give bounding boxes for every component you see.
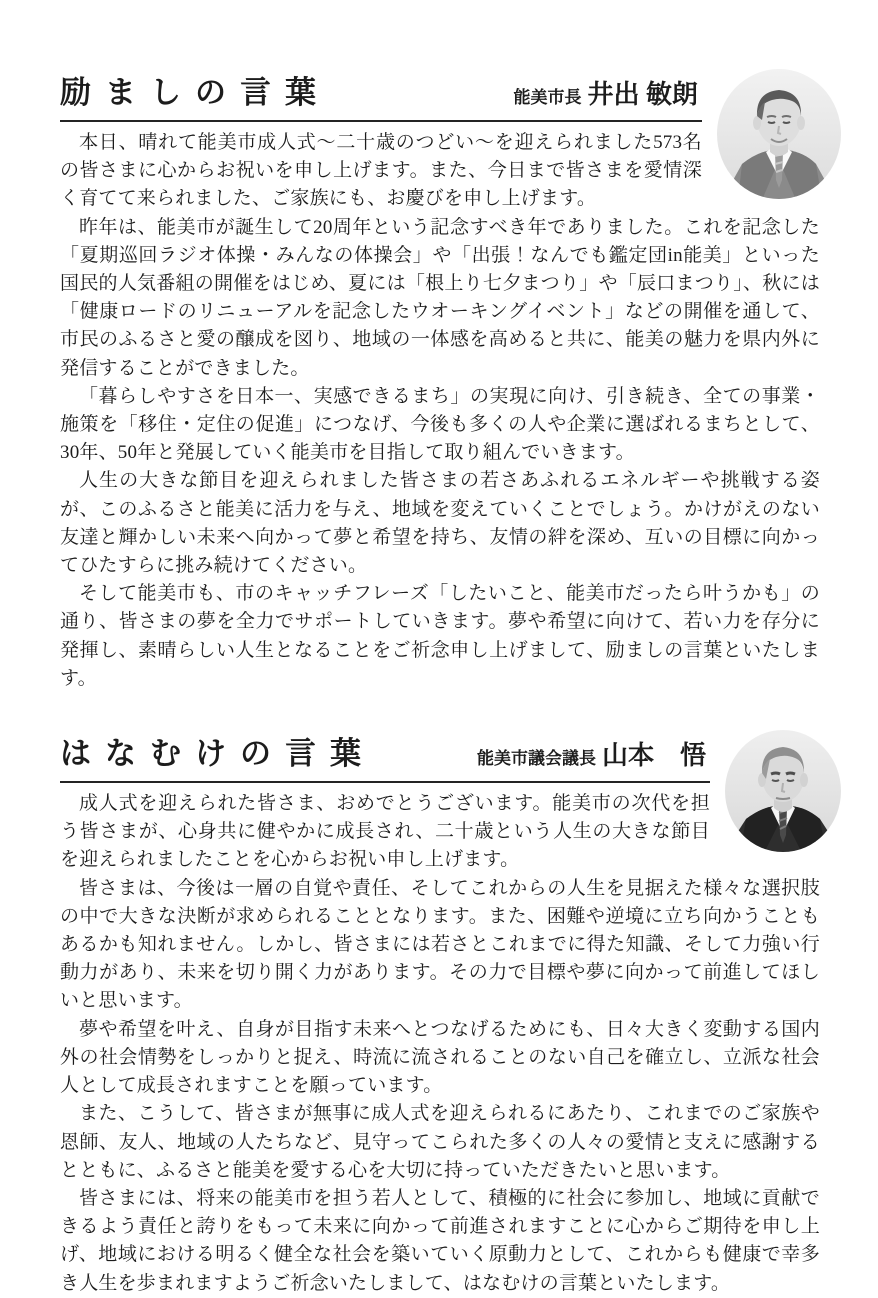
paragraph: 夢や希望を叶え、自身が目指す未来へとつなげるためにも、日々大きく変動する国内外の社会情勢をしっかりと捉え、時流に流されることのない自己を確立し、立派な社会人として成長されますことを願っています。 xyxy=(60,1018,820,1097)
author-signature xyxy=(477,735,710,772)
paragraph: 皆さまには、将来の能美市を担う若人として、積極的に社会に参加し、地域に貢献できるよう責任と誇りをもって未来に向かって前進されますことに心からご期待を申し上げ、地域における明るく健全な社会を築いていく原動力として、これからも健康で幸多き人生を歩まれますようご祈念いたしまして、はなむけの言葉といたします。 xyxy=(60,1187,820,1294)
section-header xyxy=(60,735,710,783)
paragraph: 人生の大きな節目を迎えられました皆さまの若さあふれるエネルギーや挑戦する姿が、このふるさと能美に活力を与え、地域を変えていくことでしょう。かけがえのない友達と輝かしい未来へ向かって夢と希望を持ち、友情の絆を深め、互いの目標に向かってひたすらに挑み続けてください。 xyxy=(60,470,820,577)
section-body xyxy=(60,790,820,1298)
author-role: 能美市議会議長 xyxy=(476,749,596,769)
chairman-portrait-photo xyxy=(720,729,846,853)
author-role: 能美市長 xyxy=(513,88,582,107)
chairman-photo-image xyxy=(720,729,846,853)
paragraph: 皆さまは、今後は一層の自覚や責任、そしてこれからの人生を見据えた様々な選択肢の中で大きな決断が求められることとなります。また、困難や逆境に立ち向かうこともあるかも知れません。しかし、皆さまには若さとこれまでに得た知識、そして力強い行動力があり、未来を切り開く力があります。その力で目標や夢に向かって前進してほしいと思います。 xyxy=(60,877,820,1012)
section-body xyxy=(60,129,820,693)
section-title: はなむけの言葉 xyxy=(60,736,375,772)
section-header xyxy=(60,74,702,122)
section-title: 励ましの言葉 xyxy=(60,75,330,111)
paragraph: 成人式を迎えられた皆さま、おめでとうございます。能美市の次代を担う皆さまが、心身共に健やかに成長され、二十歳という人生の大きな節目を迎えられましたことを心からお祝い申し上げます。 xyxy=(60,793,710,871)
paragraph: 昨年は、能美市が誕生して20周年という記念すべき年でありました。これを記念した「夏期巡回ラジオ体操・みんなの体操会」や「出張！なんでも鑑定団in能美」といった国民的人気番組の開催をはじめ、夏には「根上り七夕まつり」や「辰口まつり」、秋には「健康ロードのリニューアルを記念したウオーキングイベント」などの開催を通して、市民のふるさと愛の醸成を図り、地域の一体感を高めると共に、能美の魅力を県内外に発信することができました。 xyxy=(60,216,820,379)
mayor-photo-image xyxy=(712,68,846,200)
mayor-portrait-photo xyxy=(712,68,846,200)
author-signature xyxy=(513,74,702,111)
section-hanamuke xyxy=(60,735,820,1298)
paragraph: 本日、晴れて能美市成人式～二十歳のつどい～を迎えられました573名の皆さまに心からお祝いを申し上げます。また、今日まで皆さまを愛情深く育てて来られました、ご家族にも、お慶びを申し上げます。 xyxy=(60,132,702,210)
paragraph: そして能美市も、市のキャッチフレーズ「したいこと、能美市だったら叶うかも」の通り、皆さまの夢を全力でサポートしていきます。夢や希望に向けて、若い力を存分に発揮し、素晴らしい人生となることをご祈念申し上げまして、励ましの言葉といたします。 xyxy=(60,583,820,689)
paragraph: 「暮らしやすさを日本一、実感できるまち」の実現に向け、引き続き、全ての事業・施策を「移住・定住の促進」につなげ、今後も多くの人や企業に選ばれるまちとして、30年、50年と発展していく能美市を目指して取り組んでいきます。 xyxy=(60,385,820,464)
section-encouragement xyxy=(60,74,820,693)
author-name: 山本 悟 xyxy=(601,741,706,771)
paragraph: また、こうして、皆さまが無事に成人式を迎えられるにあたり、これまでのご家族や恩師、友人、地域の人たちなど、見守ってこられた多くの人々の愛情と支えに感謝するとともに、ふるさと能美を愛する心を大切に持っていただきたいと思います。 xyxy=(60,1103,820,1181)
author-name: 井出 敏朗 xyxy=(587,80,698,109)
